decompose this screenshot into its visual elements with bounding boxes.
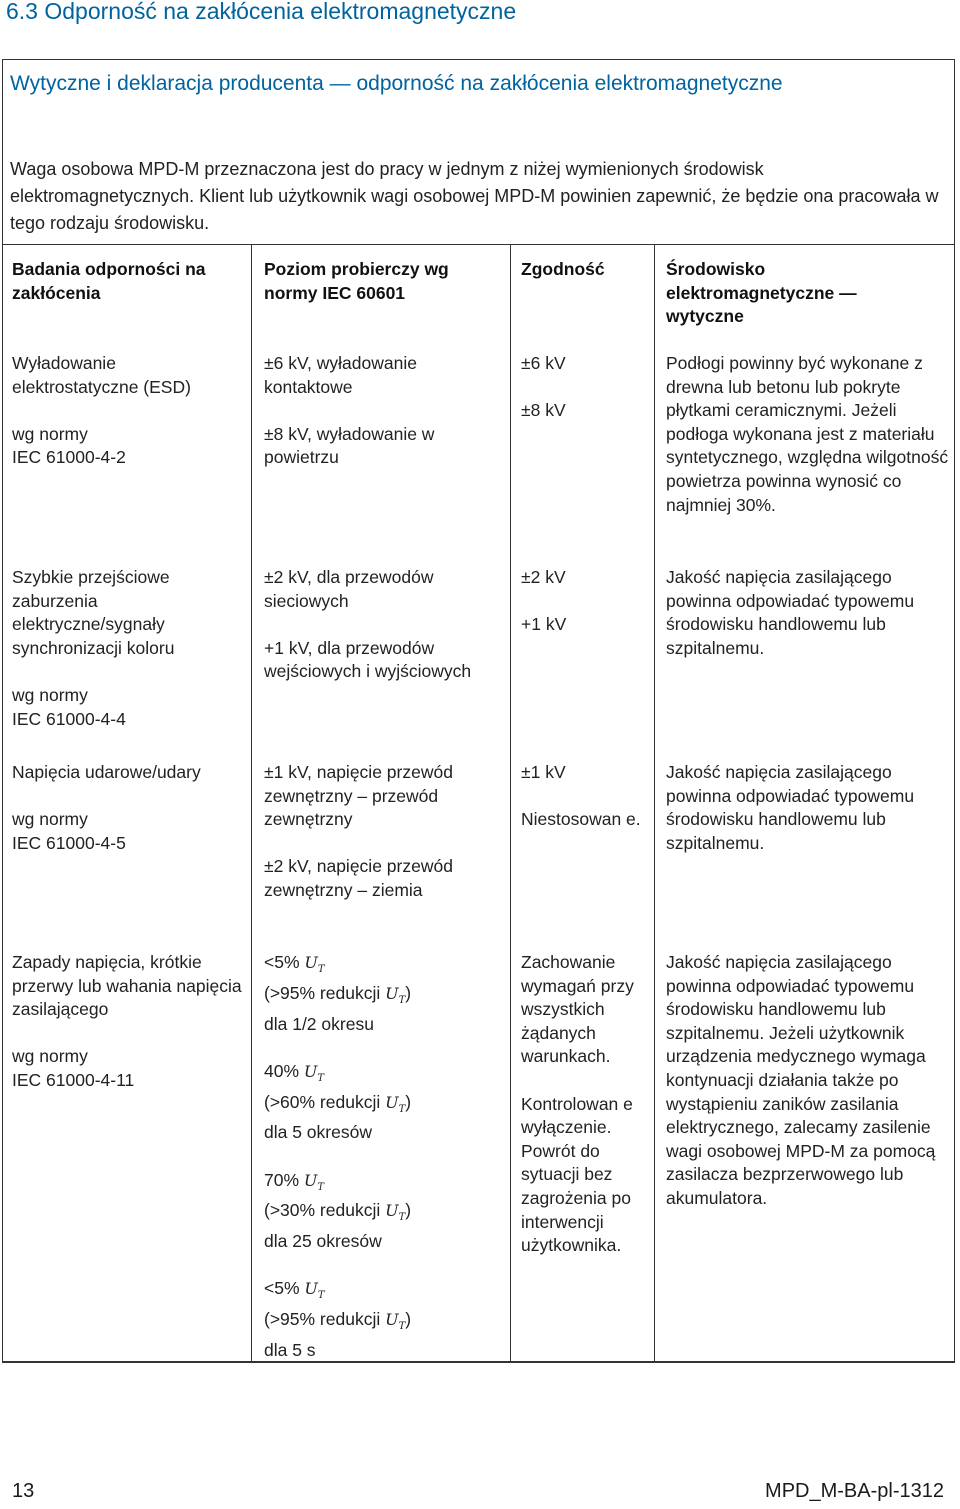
table-top-border — [2, 244, 955, 245]
guidance-text: Jakość napięcia zasilającego powinna odpowiadać typowemu środowisku handlowemu lub szpitalnemu. — [666, 567, 915, 658]
compliance-value: Zachowanie wymagań przy wszystkich żądanych warunkach. — [521, 952, 634, 1067]
test-name: Szybkie przejściowe zaburzenia elektryczne/sygnały synchronizacji koloru — [12, 567, 175, 658]
ut-symbol: $U_T$ — [304, 1279, 325, 1302]
standard-code: IEC 61000-4-5 — [12, 832, 126, 853]
row1-test — [12, 352, 244, 470]
test-level: 40% $U_T$ (>60% redukcji $U_T$) dla 5 okresów — [264, 1060, 412, 1143]
test-name: Zapady napięcia, krótkie przerwy lub wahania napięcia zasilającego — [12, 952, 242, 1020]
standard-code: IEC 61000-4-4 — [12, 708, 126, 729]
compliance-value: +1 kV — [521, 614, 567, 635]
test-level: <5% $U_T$ (>95% redukcji $U_T$) dla 1/2 okresu — [264, 952, 412, 1034]
ut-symbol: $U_T$ — [303, 1170, 325, 1193]
column-divider — [654, 244, 655, 1362]
test-level: +1 kV, dla przewodów wejściowych i wyjściowych — [264, 637, 472, 682]
standard-label: wg normy — [12, 809, 88, 830]
intro-paragraph: Waga osobowa MPD-M przeznaczona jest do pracy w jednym z niżej wymienionych środowisk elektromagnetycznych. Klient lub użytkownik wagi osobowej MPD-M powinien zapewnić, że będzie ona pracowała w tego rodzaju środowisku. — [10, 159, 939, 233]
standard-label: wg normy — [12, 684, 88, 705]
test-level: ±1 kV, napięcie przewód zewnętrzny – przewód zewnętrzny — [264, 762, 453, 830]
test-level: ±8 kV, wyładowanie w powietrzu — [264, 423, 435, 468]
document-code: MPD_M-BA-pl-1312 — [765, 1480, 944, 1502]
compliance-value: ±6 kV — [521, 353, 566, 373]
ut-symbol: $U_T$ — [303, 1061, 325, 1084]
ut-symbol: $U_T$ — [385, 983, 406, 1006]
row1-level — [264, 352, 504, 470]
row2-test — [12, 566, 244, 731]
test-level: 70% $U_T$ (>30% redukcji $U_T$) dla 25 okresów — [264, 1169, 412, 1252]
standard-code: IEC 61000-4-2 — [12, 447, 126, 468]
ut-symbol: $U_T$ — [385, 1201, 406, 1224]
row4-level — [264, 951, 504, 1362]
column-divider — [251, 244, 252, 1362]
row3-test — [12, 761, 244, 855]
row1-guidance — [666, 352, 950, 517]
compliance-value: ±2 kV — [521, 567, 566, 587]
header-level: Poziom probierczy wg normy IEC 60601 — [264, 259, 449, 303]
standard-label: wg normy — [12, 423, 88, 444]
section-title: 6.3 Odporność na zakłócenia elektromagnetyczne — [6, 0, 517, 24]
row3-compliance — [521, 761, 649, 832]
row1-compliance — [521, 352, 649, 423]
header-guidance: Środowisko elektromagnetyczne — wytyczne — [666, 259, 857, 327]
compliance-value: ±1 kV — [521, 762, 566, 782]
ut-symbol: $U_T$ — [304, 953, 325, 976]
row2-guidance — [666, 566, 950, 660]
header-test: Badania odporności na zakłócenia — [12, 259, 206, 303]
guidance-text: Jakość napięcia zasilającego powinna odpowiadać typowemu środowisku handlowemu lub szpitalnemu. — [666, 762, 915, 853]
test-level: ±6 kV, wyładowanie kontaktowe — [264, 353, 417, 397]
page-number: 13 — [12, 1480, 35, 1502]
row2-compliance — [521, 566, 649, 637]
row3-level — [264, 761, 504, 903]
guidance-text: Jakość napięcia zasilającego powinna odpowiadać typowemu środowisku handlowemu lub szpitalnemu. Jeżeli użytkownik urządzenia medycznego wymaga kontynuacji działania także po wystąpieniu zaników zasilania elektrycznego, zalecamy zasilenie wagi osobowej MPD-M za pomocą zasilacza bezprzerwowego lub akumulatora. — [666, 952, 936, 1208]
column-divider — [510, 244, 511, 1362]
box-title: Wytyczne i deklaracja producenta — odporność na zakłócenia elektromagnetyczne — [10, 72, 783, 95]
test-level: ±2 kV, dla przewodów sieciowych — [264, 567, 434, 611]
standard-code: IEC 61000-4-11 — [12, 1069, 135, 1090]
guidance-text: Podłogi powinny być wykonane z drewna lub betonu lub pokryte płytkami ceramicznymi. Jeżeli podłoga wykonana jest z materiału syntetycznego, względna wilgotność powietrza powinna wynosić co najmniej 30%. — [666, 353, 949, 515]
compliance-value: Niestosowan e. — [521, 809, 641, 830]
row4-compliance — [521, 951, 645, 1258]
row2-level — [264, 566, 504, 684]
test-level: ±2 kV, napięcie przewód zewnętrzny – ziemia — [264, 856, 453, 900]
ut-symbol: $U_T$ — [385, 1092, 406, 1115]
test-name: Napięcia udarowe/udary — [12, 762, 201, 782]
row3-guidance — [666, 761, 950, 855]
standard-label: wg normy — [12, 1046, 88, 1067]
compliance-value: ±8 kV — [521, 400, 566, 421]
row4-guidance — [666, 951, 950, 1211]
header-compliance: Zgodność — [521, 259, 605, 279]
test-level: <5% $U_T$ (>95% redukcji $U_T$) dla 5 s — [264, 1278, 412, 1360]
ut-symbol: $U_T$ — [385, 1310, 406, 1333]
test-name: Wyładowanie elektrostatyczne (ESD) — [12, 353, 191, 397]
compliance-value: Kontrolowan e wyłączenie. Powrót do sytuacji bez zagrożenia po interwencji użytkownika. — [521, 1093, 633, 1256]
row4-test — [12, 951, 244, 1093]
